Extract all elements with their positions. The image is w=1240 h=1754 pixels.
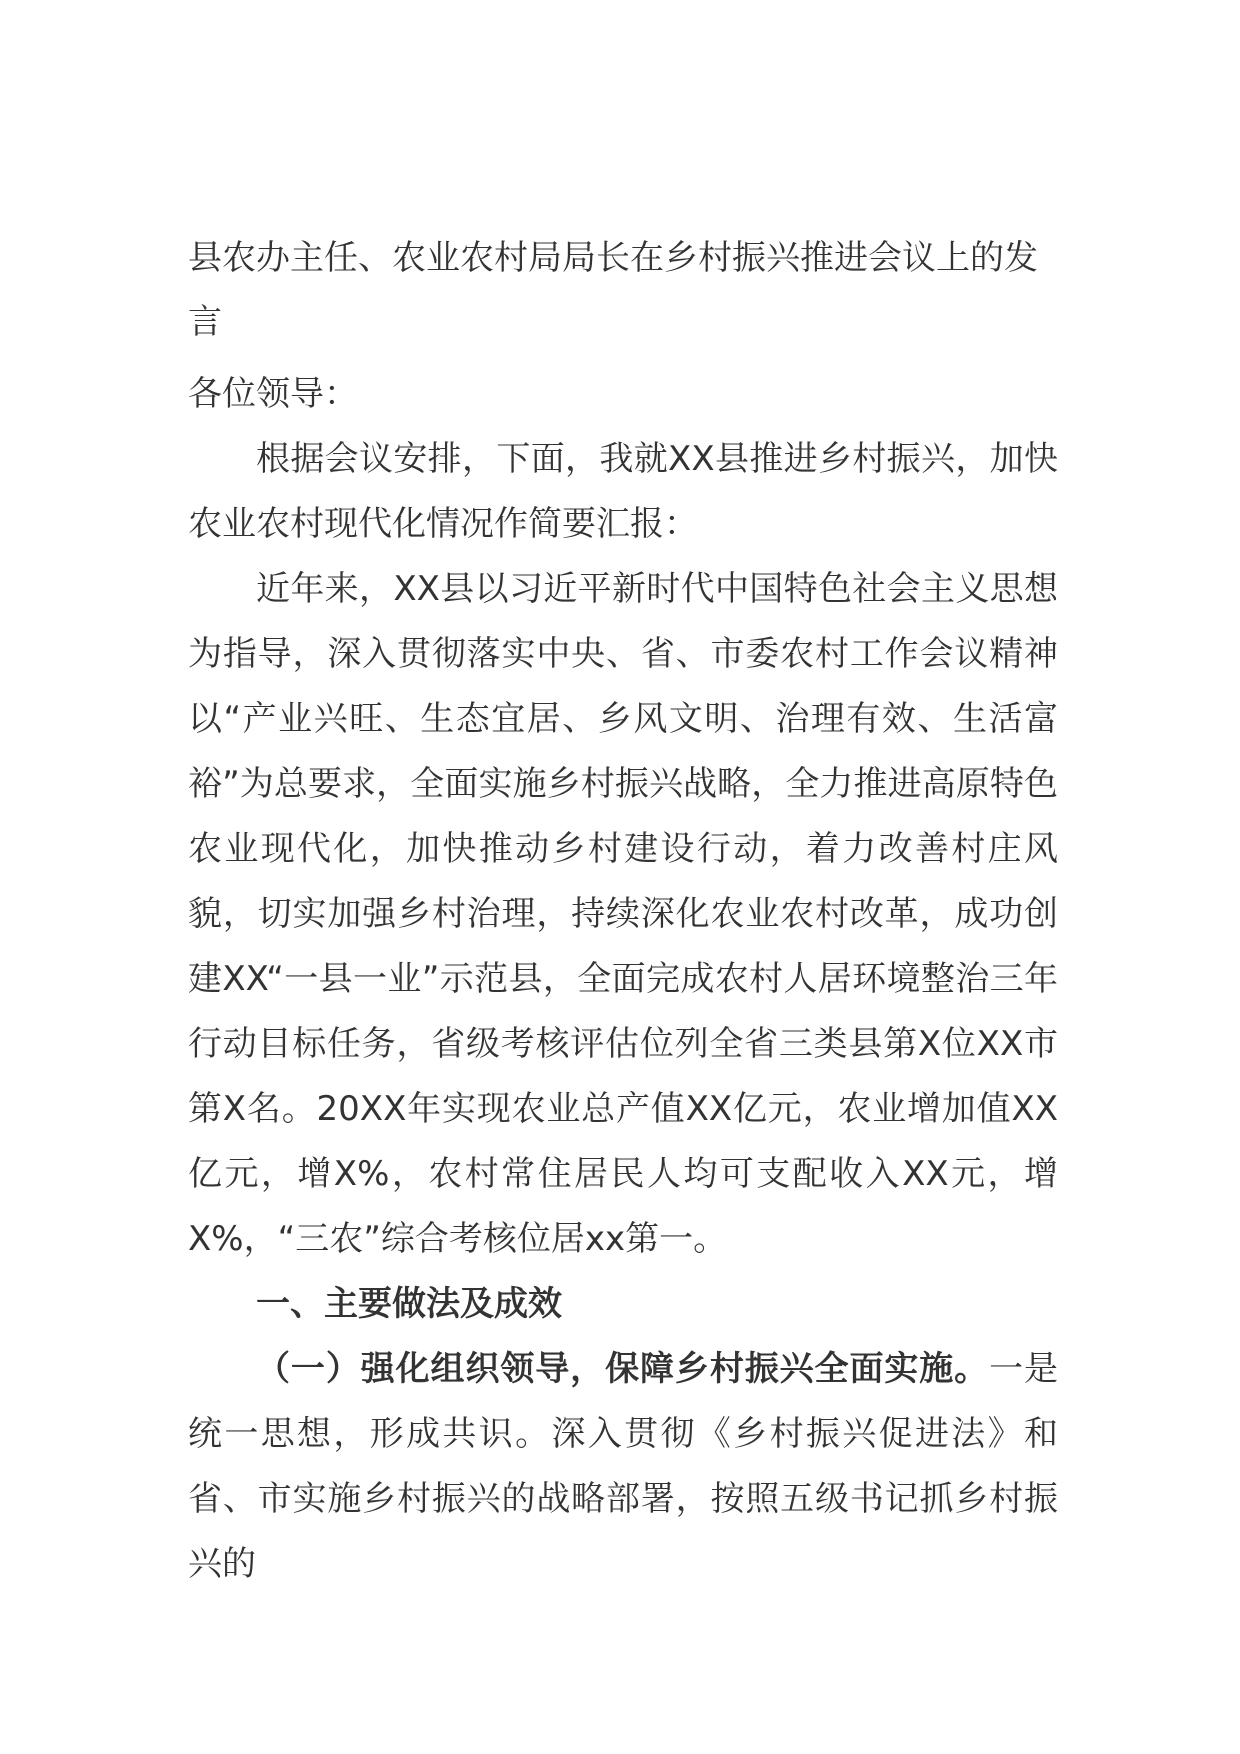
document-body (188, 226, 1058, 1597)
overview-paragraph: 近年来，XX县以习近平新时代中国特色社会主义思想为指导，深入贯彻落实中央、省、市委农村工作会议精神以“产业兴旺、生态宜居、乡风文明、治理有效、生活富裕”为总要求，全面实施乡村振兴战略，全力推进高原特色农业现代化，加快推动乡村建设行动，着力改善村庄风貌，切实加强乡村治理，持续深化农业农村改革，成功创建XX“一县一业”示范县，全面完成农村人居环境整治三年行动目标任务，省级考核评估位列全省三类县第X位XX市第X名。20XX年实现农业总产值XX亿元，农业增加值XX亿元，增X%，农村常住居民人均可支配收入XX元，增X%，“三农”综合考核位居xx第一。 (188, 569, 1058, 1259)
section-heading: 一、主要做法及成效 (256, 1284, 562, 1324)
document-title: 县农办主任、农业农村局局长在乡村振兴推进会议上的发言 (188, 238, 1038, 342)
salutation: 各位领导： (188, 374, 358, 414)
subsection-text: 一是统一思想，形成共识。深入贯彻《乡村振兴促进法》和省、市实施乡村振兴的战略部署，按照五级书记抓乡村振兴的 (188, 1349, 1059, 1584)
intro-paragraph: 根据会议安排，下面，我就XX县推进乡村振兴，加快农业农村现代化情况作简要汇报： (188, 439, 1058, 544)
subsection-paragraph (188, 1337, 1058, 1597)
subsection-lead: （一）强化组织领导，保障乡村振兴全面实施。 (256, 1349, 990, 1389)
